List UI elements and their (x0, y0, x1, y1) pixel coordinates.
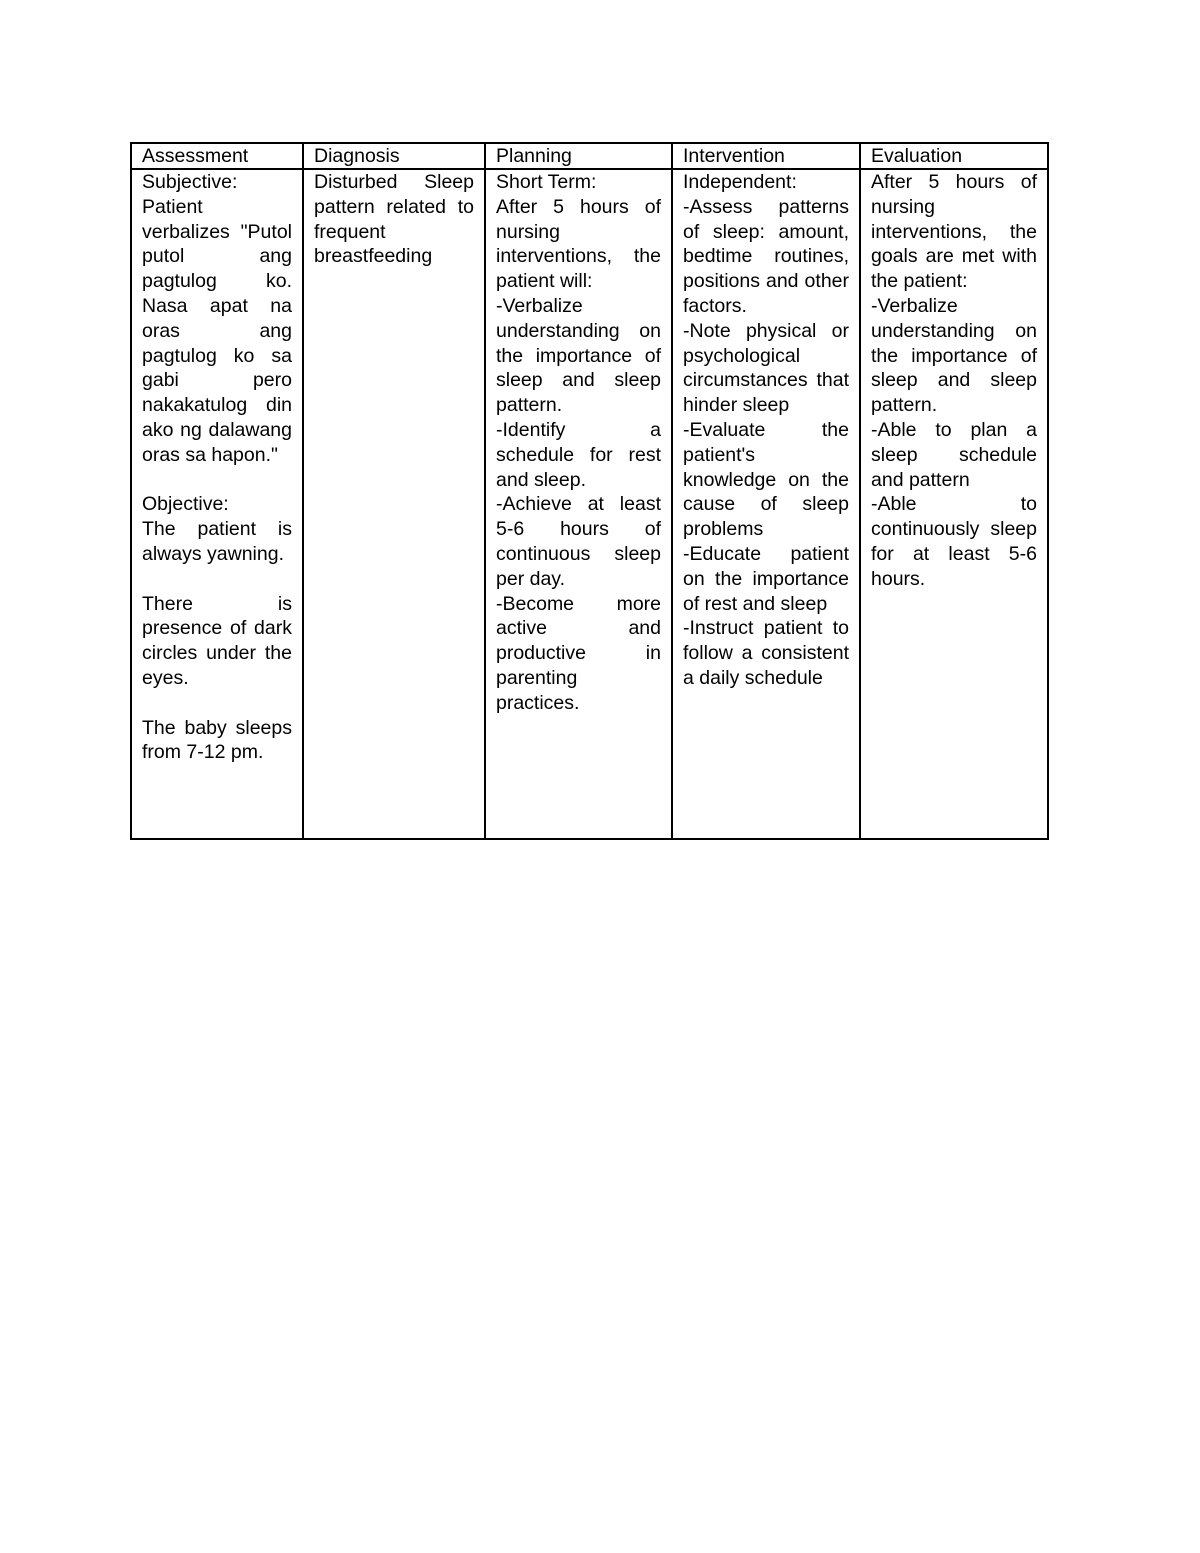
evaluation-intro: After 5 hours of nursing interventions, the goals are met with the patient: (871, 171, 1037, 293)
table-row (131, 169, 1048, 839)
header-assessment: Assessment (131, 143, 303, 169)
objective-label: Objective: (142, 493, 229, 516)
planning-cell (485, 169, 672, 839)
intervention-label: Independent: (683, 171, 797, 193)
intervention-item: -Educate patient on the importance of rest and sleep (683, 542, 849, 615)
subjective-label: Subjective: (142, 171, 238, 193)
evaluation-cell (860, 169, 1048, 839)
subjective-text: Patient verbalizes "Putol putol ang pagtulog ko. Nasa apat na oras ang pagtulog ko sa gabi pero nakakatulog din ako ng dalawang oras sa hapon." (142, 195, 292, 466)
table-header-row (131, 143, 1048, 169)
intervention-cell (672, 169, 860, 839)
planning-goal: -Identify a schedule for rest and sleep. (496, 418, 661, 491)
objective-item: There is presence of dark circles under the eyes. (142, 592, 292, 689)
intervention-item: -Evaluate the patient's knowledge on the cause of sleep problems (683, 418, 849, 541)
planning-goal: -Verbalize understanding on the importance of sleep and sleep pattern. (496, 294, 661, 417)
diagnosis-cell (303, 169, 485, 839)
evaluation-item: -Verbalize understanding on the importance of sleep and sleep pattern. (871, 294, 1037, 417)
evaluation-item: -Able to continuously sleep for at least 5-6 hours. (871, 493, 1037, 590)
objective-item: The patient is always yawning. (142, 518, 292, 565)
planning-goal: -Become more active and productive in parenting practices. (496, 592, 661, 714)
intervention-item: -Instruct patient to follow a consistent a daily schedule (683, 617, 849, 689)
objective-item: The baby sleeps from 7-12 pm. (142, 716, 292, 764)
intervention-item: -Assess patterns of sleep: amount, bedtime routines, positions and other factors. (683, 195, 849, 317)
assessment-cell (131, 169, 303, 839)
nursing-care-plan-table (130, 142, 1049, 840)
diagnosis-text: Disturbed Sleep pattern related to frequent breastfeeding (314, 171, 474, 268)
planning-label: Short Term: (496, 171, 597, 193)
header-intervention: Intervention (672, 143, 860, 169)
planning-intro: After 5 hours of nursing interventions, the patient will: (496, 195, 661, 293)
header-planning: Planning (485, 143, 672, 169)
evaluation-item: -Able to plan a sleep schedule and pattern (871, 418, 1037, 491)
header-evaluation: Evaluation (860, 143, 1048, 169)
planning-goal: -Achieve at least 5-6 hours of continuous sleep per day. (496, 493, 661, 590)
intervention-item: -Note physical or psychological circumstances that hinder sleep (683, 319, 849, 417)
header-diagnosis: Diagnosis (303, 143, 485, 169)
